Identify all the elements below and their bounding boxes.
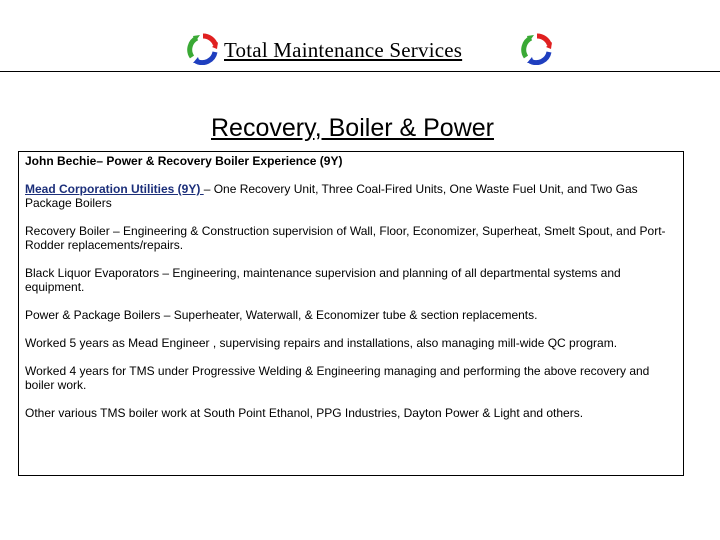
list-item-text: – One Recovery Unit, Three Coal-Fired Units, One Waste Fuel Unit, and Two Gas Package Boilers xyxy=(25,182,638,210)
recycle-logo-icon xyxy=(187,33,219,65)
slide-title xyxy=(0,114,705,143)
list-item: Other various TMS boiler work at South Point Ethanol, PPG Industries, Dayton Power & Light and others. xyxy=(25,406,584,420)
experience-heading: John Bechie– Power & Recovery Boiler Experience (9Y) xyxy=(25,154,343,168)
list-item: Black Liquor Evaporators – Engineering, maintenance supervision and planning of all departmental systems and equipment. xyxy=(25,266,621,294)
recycle-logo-icon xyxy=(521,33,553,65)
list-item: Power & Package Boilers – Superheater, Waterwall, & Economizer tube & section replacements. xyxy=(25,308,538,322)
slide-title-text: Recovery, Boiler & Power xyxy=(211,114,494,142)
content-body xyxy=(25,154,673,434)
list-item: Recovery Boiler – Engineering & Construction supervision of Wall, Floor, Economizer, Superheat, Smelt Spout, and Port-Rodder replacements/repairs. xyxy=(25,224,666,252)
company-title: Total Maintenance Services xyxy=(224,38,463,62)
list-item xyxy=(25,182,673,210)
list-item: Worked 4 years for TMS under Progressive Welding & Engineering managing and performing the above recovery and boiler work. xyxy=(25,364,650,392)
mead-corporation-link[interactable]: Mead Corporation Utilities (9Y) xyxy=(25,182,204,196)
header-divider xyxy=(0,71,720,72)
header xyxy=(0,30,720,70)
list-item: Worked 5 years as Mead Engineer , supervising repairs and installations, also managing mill-wide QC program. xyxy=(25,336,618,350)
